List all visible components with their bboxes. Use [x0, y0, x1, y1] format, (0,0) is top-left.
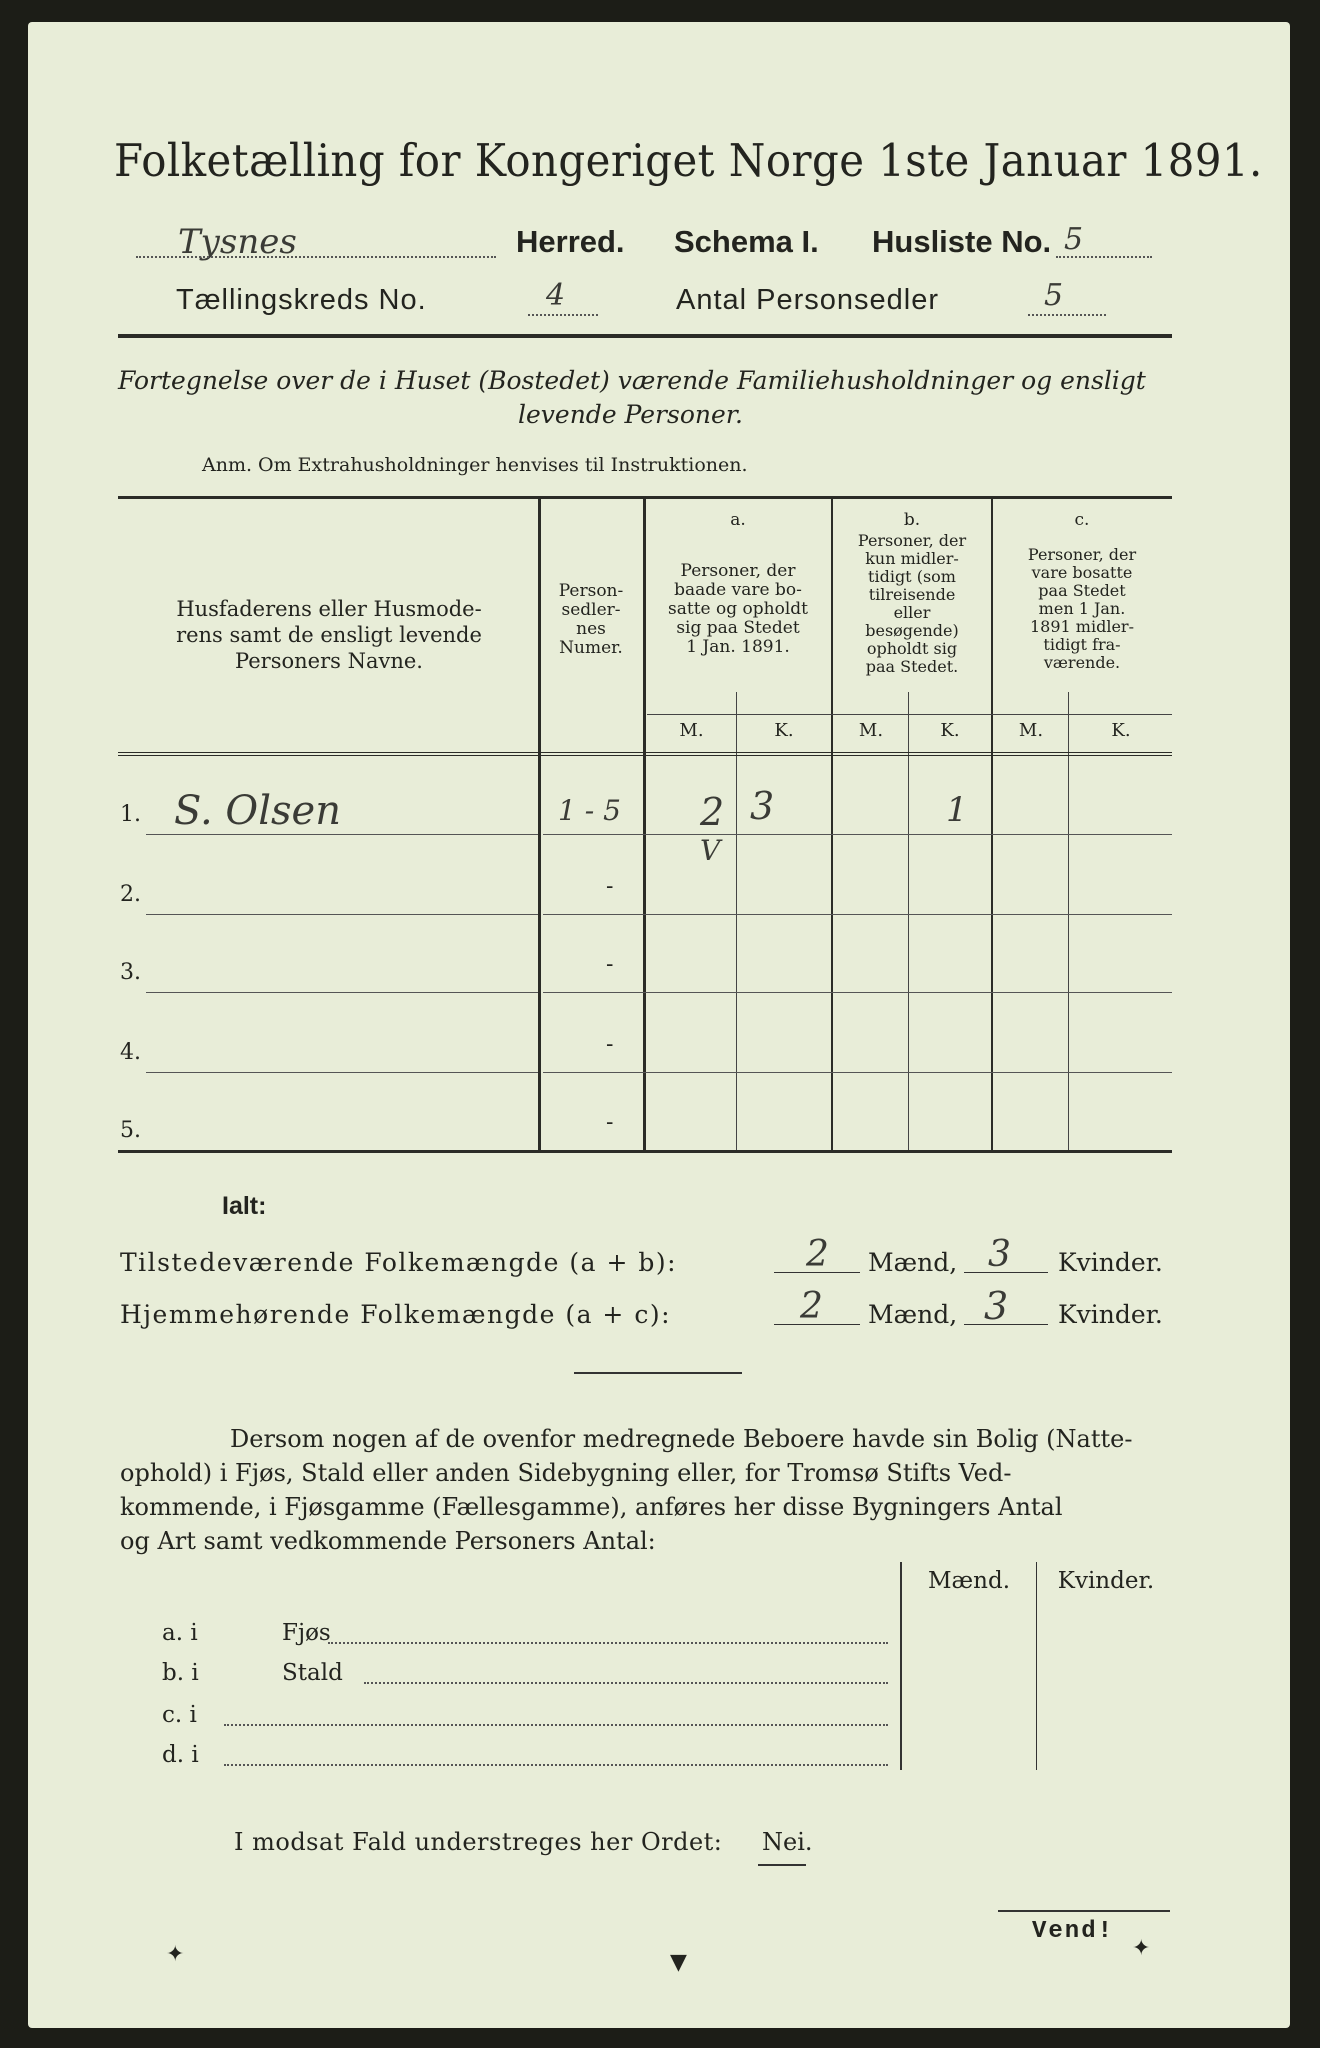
personsedler-label: Antal Personsedler	[676, 284, 940, 316]
table-divider	[643, 498, 646, 1150]
small-table-divider	[900, 1562, 902, 1770]
row-b-k: 1	[946, 790, 968, 830]
kvinder-col-header: Kvinder.	[1057, 1568, 1155, 1594]
tilstede-label: Tilstedeværende Folkemængde (a + b):	[120, 1248, 678, 1277]
anm-note: Anm. Om Extrahusholdninger henvises til Instruktionen.	[202, 454, 748, 476]
mk-label: K.	[1111, 720, 1131, 741]
row-numer: -	[606, 952, 614, 977]
col-header-b-letter: b.	[903, 510, 921, 530]
herred-label: Herred.	[516, 224, 625, 259]
dotted-line	[364, 1682, 888, 1684]
row-rule	[543, 914, 1172, 915]
hjemme-maend-value: 2	[800, 1286, 823, 1327]
row-rule	[146, 1072, 538, 1073]
mk-rule	[647, 714, 1172, 715]
mk-label: M.	[679, 720, 704, 741]
maend-label: Mænd,	[868, 1300, 958, 1329]
row-number: 2.	[120, 882, 141, 907]
herred-dotted-line	[136, 256, 496, 258]
row-number: 3.	[120, 960, 141, 985]
husliste-value: 5	[1064, 222, 1084, 257]
col-header-b: Personer, der kun midler- tidigt (som tilreisende eller besøgende) opholdt sig paa Stedet.	[857, 531, 967, 676]
row-rule	[543, 992, 1172, 993]
value-underline	[774, 1324, 860, 1325]
col-header-numer: Person- sedler- nes Numer.	[558, 581, 624, 658]
table-divider	[831, 498, 833, 1150]
dotted-line	[224, 1764, 888, 1766]
row-number: 4.	[120, 1040, 141, 1065]
kreds-dotted-line	[528, 314, 598, 316]
husliste-dotted-line	[1056, 256, 1152, 258]
nei-underline	[758, 1864, 806, 1866]
hjemme-label: Hjemmehørende Folkemængde (a + c):	[120, 1300, 671, 1329]
section-divider	[574, 1372, 742, 1374]
checkmark: V	[700, 834, 721, 867]
tilstede-maend-value: 2	[806, 1234, 829, 1275]
form-title: Folketælling for Kongeriget Norge 1ste Januar 1891.	[114, 134, 1263, 187]
row-number: 5.	[120, 1118, 141, 1143]
building-row-label: d. i	[162, 1742, 199, 1768]
building-row-type: Fjøs	[282, 1620, 331, 1646]
table-bottom-rule	[118, 1150, 1172, 1153]
census-form-page	[28, 22, 1290, 2028]
dotted-line	[328, 1642, 888, 1644]
col-header-names: Husfaderens eller Husmode- rens samt de ensligt levende Personers Navne.	[176, 597, 482, 673]
row-rule	[543, 1072, 1172, 1073]
modsat-text: I modsat Fald understreges her Ordet:	[234, 1828, 723, 1856]
row-numer: -	[606, 1032, 614, 1057]
kvinder-label: Kvinder.	[1058, 1248, 1163, 1277]
fortegnelse-line2: levende Personer.	[518, 400, 743, 429]
building-row-label: a. i	[162, 1620, 198, 1646]
col-header-a: Personer, der baade vare bo- satte og opholdt sig paa Stedet 1 Jan. 1891.	[668, 561, 808, 657]
row-number: 1.	[120, 802, 141, 827]
row-numer: 1 - 5	[558, 794, 621, 827]
row-rule	[146, 834, 538, 835]
col-header-c-letter: c.	[1074, 510, 1090, 530]
col-header-a-letter: a.	[730, 510, 746, 530]
punch-mark: ▼	[670, 1950, 687, 1975]
row-rule	[543, 834, 1172, 835]
row-name: S. Olsen	[174, 788, 341, 834]
herred-value: Tysnes	[178, 222, 297, 262]
mk-label: M.	[858, 720, 884, 741]
hjemme-kvinder-value: 3	[984, 1284, 1009, 1328]
table-divider	[991, 498, 993, 1150]
table-divider	[908, 692, 909, 1150]
antal-dotted-line	[1028, 314, 1106, 316]
mk-label: M.	[1018, 720, 1044, 741]
husliste-label: Husliste No.	[872, 224, 1052, 259]
row-rule	[146, 914, 538, 915]
personsedler-value: 5	[1044, 278, 1064, 313]
col-header-c: Personer, der vare bosatte paa Stedet men 1 Jan. 1891 midler- tidigt fra- værende.	[1027, 545, 1137, 672]
building-row-label: c. i	[162, 1702, 197, 1728]
row-numer: -	[606, 1110, 614, 1135]
table-divider	[1068, 692, 1069, 1150]
value-underline	[964, 1272, 1048, 1273]
nei-word: Nei.	[762, 1828, 813, 1856]
row-a-m: 2	[700, 790, 725, 834]
vend-rule	[998, 1910, 1170, 1912]
dersom-paragraph: Dersom nogen af de ovenfor medregnede Beboere havde sin Bolig (Natte- ophold) i Fjøs, Stald eller anden Sidebygning eller, for Tromsø Stifts Ved- kommende, i Fjøsgamme (Fællesgamme), anføres her disse Bygningers Antal og Art samt vedkommende Personers Antal:	[120, 1425, 1133, 1555]
small-table-divider	[1036, 1562, 1037, 1770]
taellingskreds-label: Tællingskreds No.	[176, 284, 427, 316]
row-a-k: 3	[750, 784, 775, 828]
value-underline	[774, 1272, 860, 1273]
row-rule	[146, 992, 538, 993]
punch-mark: ✦	[1132, 1936, 1151, 1961]
punch-mark: ✦	[166, 1942, 185, 1967]
schema-label: Schema I.	[674, 224, 819, 259]
header-rule	[118, 334, 1172, 338]
building-row-label: b. i	[162, 1660, 199, 1686]
ialt-label: Ialt:	[222, 1192, 267, 1220]
table-divider	[736, 692, 737, 1150]
fortegnelse-line1: Fortegnelse over de i Huset (Bostedet) værende Familiehusholdninger og ensligt	[118, 366, 1146, 395]
maend-label: Mænd,	[868, 1248, 958, 1277]
kvinder-label: Kvinder.	[1058, 1300, 1163, 1329]
table-divider	[538, 498, 541, 1150]
value-underline	[964, 1324, 1048, 1325]
mk-label: K.	[774, 720, 794, 741]
header-bottom-rule	[118, 752, 1172, 756]
dotted-line	[224, 1724, 888, 1726]
vend-label: Vend!	[1032, 1918, 1115, 1945]
building-row-type: Stald	[282, 1660, 343, 1686]
tilstede-kvinder-value: 3	[988, 1234, 1011, 1275]
mk-label: K.	[940, 720, 960, 741]
maend-col-header: Mænd.	[927, 1568, 1011, 1594]
row-numer: -	[606, 874, 614, 899]
taellingskreds-value: 4	[546, 278, 566, 313]
